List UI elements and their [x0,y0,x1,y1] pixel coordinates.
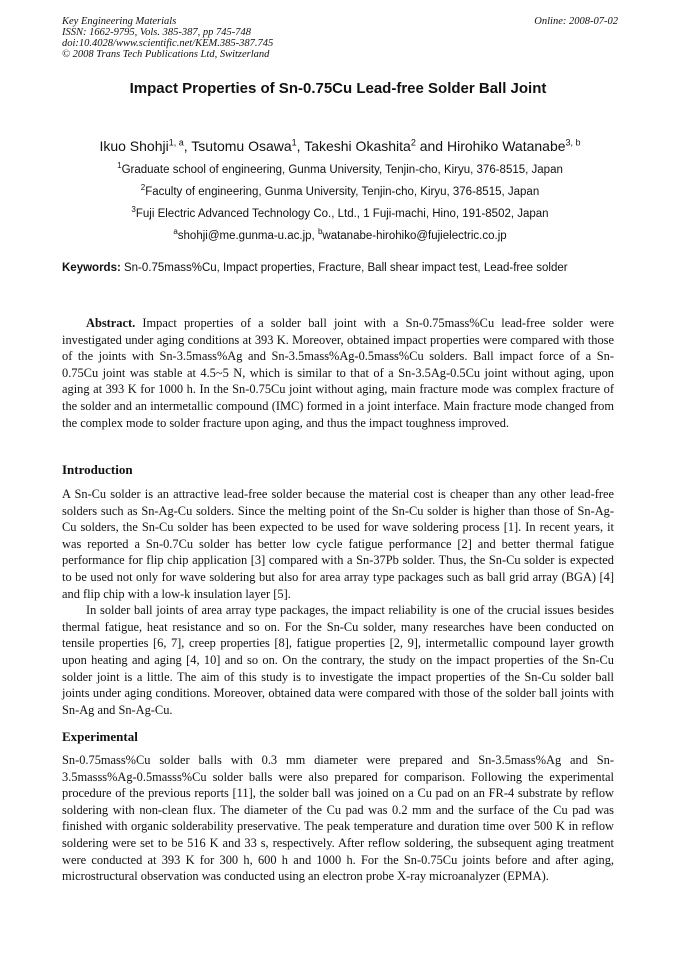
abstract [62,315,614,431]
paper-title: Impact Properties of Sn-0.75Cu Lead-free Solder Ball Joint [129,80,547,97]
online-date: Online: 2008-07-02 [534,16,618,27]
keywords-label: Keywords: [62,262,121,274]
affiliation-mark: 2 [140,183,146,193]
author-name: Takeshi Okashita [304,138,411,154]
section-heading-experimental: Experimental [62,729,138,744]
keywords-text: Sn-0.75mass%Cu, Impact properties, Fracture, Ball shear impact test, Lead-free solder [120,262,568,274]
affiliation-text: Faculty of engineering, Gunma University, Tenjin-cho, Kiryu, 376-8515, Japan [145,186,540,198]
email-text: watanabe-hirohiko@fujielectric.co.jp [322,230,507,242]
email-mark: a [173,227,178,237]
keywords [62,262,618,274]
experimental-body [62,752,614,885]
author-separator: , [296,138,305,154]
section-heading-introduction: Introduction [62,462,133,477]
journal-name: Key Engineering Materials [62,16,177,27]
author-name: Ikuo Shohji [99,138,169,154]
affiliation [62,161,618,176]
author-emails [62,227,618,242]
abstract-text: Impact properties of a solder ball joint with a Sn-0.75mass%Cu lead-free solder were investigated under aging conditions at 393 K. Moreover, obtained impact properties were compared with those of the joints with Sn-3.5mass%Ag and Sn-3.5mass%Ag-0.5mass%Cu solders. Ball impact force of a Sn-0.75Cu joint was stable at 4.5~5 N, which is similar to that of a Sn-3.5Ag-0.5Cu joint without aging, upon aging at 393 K for 1000 h. In the Sn-0.75Cu joint without aging, main fracture mode was complex fracture of the solder and an intermetallic compound (IMC) formed in a joint interface. Main fracture mode changed from the complex mode to solder fracture upon aging, and thus the impact toughness improved. [62,316,614,430]
paragraph: In solder ball joints of area array type packages, the impact reliability is one of the crucial issues besides thermal fatigue, heat resistance and so on. For the Sn-Cu solder, many researches have been conducted on tensile properties [6, 7], creep properties [8], fatigue properties [2, 9], intermetallic compound layer growth upon heating and aging [4, 10] and so on. On the contrary, the study on the impact properties of the Sn-Cu solder joint is a little. The aim of this study is to investigate the impact properties of the Sn-Cu solder ball joints under aging conditions. Moreover, obtained data were compared with those of the solder ball joints with Sn-Ag and Sn-Ag-Cu. [62,603,614,717]
affiliation-text: Graduate school of engineering, Gunma University, Tenjin-cho, Kiryu, 376-8515, Japan [121,164,563,176]
affiliation-text: Fuji Electric Advanced Technology Co., Ltd., 1 Fuji-machi, Hino, 191-8502, Japan [135,208,549,220]
affiliation-mark: 3 [131,205,136,215]
paragraph: Sn-0.75mass%Cu solder balls with 0.3 mm diameter were prepared and Sn-3.5mass%Ag and Sn-3.5masss%Ag-0.5masss%Cu solder balls were also prepared for comparison. Following the experimental procedure of the previous reports [11], the solder ball was joined on a Cu pad on an FR-4 substrate by reflow soldering with non-clean flux. The diameter of the Cu pad was 0.2 mm and the surface of the Cu pad was finished with organic solderability preservative. The peak temperature and duration time over 500 K in reflow soldering were set to be 516 K and 33 s, respectively. After reflow soldering, the subsequent aging treatment were conducted at 393 K for 300 h, 600 h and 1000 h. For the Sn-0.75Cu joints before and after aging, microstructural observation was conducted using an electron probe X-ray microanalyzer (EPMA). [62,753,614,884]
issn-line: ISSN: 1662-9795, Vols. 385-387, pp 745-748 [62,27,251,38]
author-affiliation-mark: 1 [291,137,297,148]
affiliation [62,183,618,198]
author-separator: , [183,138,192,154]
affiliation-mark: 1 [117,161,122,171]
author-list [62,138,618,154]
journal-header [62,16,618,60]
author-affiliation-mark: 1, a [168,137,184,148]
affiliation [62,205,618,220]
abstract-label: Abstract. [86,316,136,330]
email-text: shohji@me.gunma-u.ac.jp, [177,230,318,242]
introduction-body [62,486,614,718]
doi-line: doi:10.4028/www.scientific.net/KEM.385-387.745 [62,38,274,49]
author-affiliation-mark: 2 [410,137,416,148]
author-name: Hirohiko Watanabe [446,138,566,154]
author-affiliation-mark: 3, b [565,137,581,148]
paragraph: A Sn-Cu solder is an attractive lead-free solder because the material cost is cheaper than any other lead-free solders such as Sn-Ag-Cu solders. Since the melting point of the Sn-Cu solder is higher than those of Sn-Ag-Cu solders, the Sn-Cu solder has been expected to be used for wave soldering process [1]. In recent years, it was reported a Sn-0.7Cu solder has better low cycle fatigue performance [2] and better thermal fatigue performance for flip chip application [3] compared with a Sn-37Pb solder. Thus, the Sn-Cu solder is expected to be used not only for wave soldering but also for area array type packages such as ball grid array (BGA) [4] and flip chip with a low-k insulation layer [5]. [62,487,614,601]
author-name: Tsutomu Osawa [191,138,292,154]
copyright-line: © 2008 Trans Tech Publications Ltd, Switzerland [62,49,270,60]
email-mark: b [317,227,323,237]
author-separator: and [415,138,447,154]
